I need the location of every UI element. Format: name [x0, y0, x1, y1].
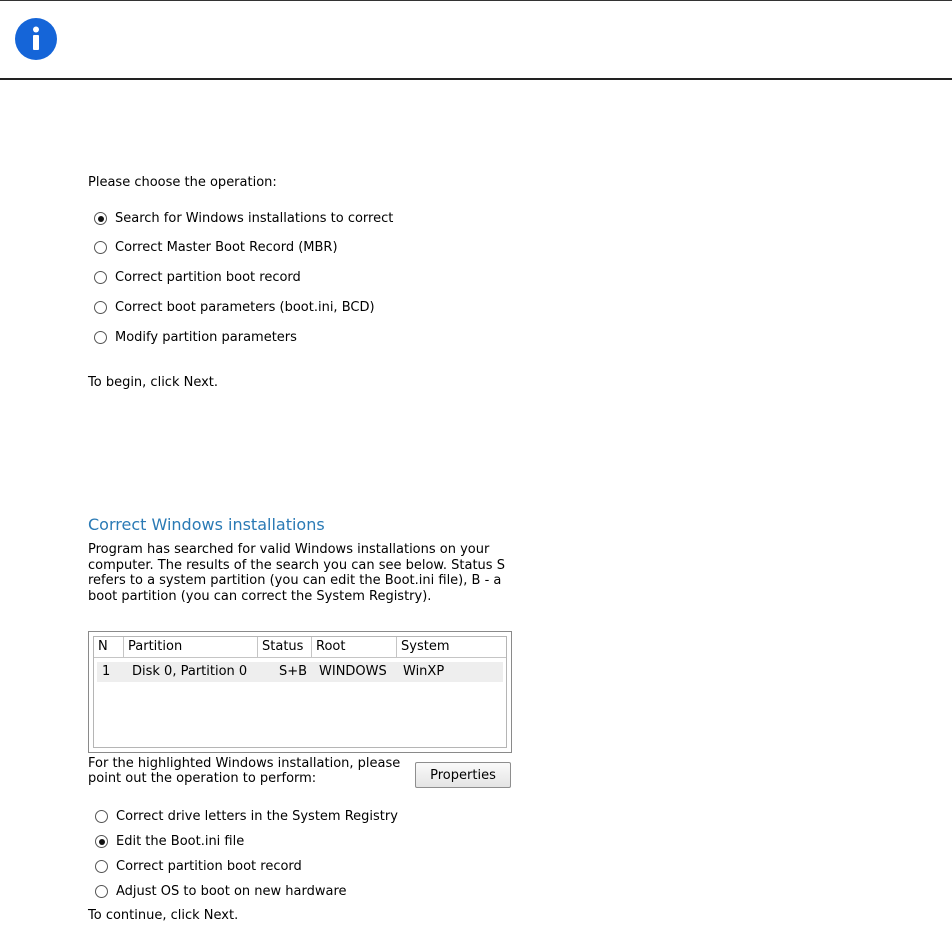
radio-indicator[interactable]: [94, 301, 107, 314]
column-header-system[interactable]: System: [401, 639, 450, 654]
begin-hint: To begin, click Next.: [88, 375, 219, 390]
installations-table: [88, 631, 512, 753]
radio-edit-boot-ini[interactable]: [95, 834, 244, 849]
header-divider: [0, 78, 952, 80]
section-title: Correct Windows installations: [88, 515, 325, 534]
column-header-n[interactable]: N: [94, 637, 124, 657]
table-row[interactable]: [97, 662, 503, 682]
operation-prompt: Please choose the operation:: [88, 175, 277, 190]
radio-indicator[interactable]: [94, 271, 107, 284]
radio-label: Correct drive letters in the System Registry: [116, 809, 398, 824]
radio-label: Correct partition boot record: [115, 270, 301, 285]
radio-indicator[interactable]: [95, 835, 108, 848]
radio-correct-drive-letters[interactable]: [95, 809, 398, 824]
radio-indicator[interactable]: [95, 810, 108, 823]
cell-system: WinXP: [403, 664, 445, 679]
column-header-status[interactable]: Status: [258, 637, 312, 657]
radio-indicator[interactable]: [94, 212, 107, 225]
cell-n: 1: [102, 664, 111, 679]
radio-indicator[interactable]: [94, 331, 107, 344]
radio-correct-boot-parameters[interactable]: [94, 300, 375, 315]
cell-partition: Disk 0, Partition 0: [132, 664, 248, 679]
radio-search-windows[interactable]: [94, 211, 393, 226]
column-header-partition[interactable]: Partition: [124, 637, 258, 657]
radio-modify-partition-parameters[interactable]: [94, 330, 297, 345]
radio-adjust-os-new-hardware[interactable]: [95, 884, 347, 899]
radio-label: Search for Windows installations to correct: [115, 211, 394, 226]
radio-label: Correct boot parameters (boot.ini, BCD): [115, 300, 375, 315]
radio-label: Correct Master Boot Record (MBR): [115, 240, 338, 255]
continue-hint: To continue, click Next.: [88, 908, 239, 923]
operation-hint: For the highlighted Windows installation, please point out the operation to perform:: [88, 756, 401, 786]
cell-status: S+B: [279, 664, 308, 679]
radio-label: Adjust OS to boot on new hardware: [116, 884, 347, 899]
radio-indicator[interactable]: [95, 860, 108, 873]
table-header: [94, 637, 506, 658]
radio-correct-partition-boot-record[interactable]: [94, 270, 301, 285]
radio-label: Correct partition boot record: [116, 859, 302, 874]
radio-correct-partition-boot-record-2[interactable]: [95, 859, 302, 874]
cell-root: WINDOWS: [319, 664, 387, 679]
radio-correct-mbr[interactable]: [94, 240, 338, 255]
table-body: [93, 636, 507, 748]
radio-indicator[interactable]: [94, 241, 107, 254]
info-icon: [15, 18, 57, 60]
radio-label: Edit the Boot.ini file: [116, 834, 245, 849]
radio-indicator[interactable]: [95, 885, 108, 898]
radio-label: Modify partition parameters: [115, 330, 297, 345]
column-header-root[interactable]: Root: [312, 637, 397, 657]
search-description: Program has searched for valid Windows installations on your computer. The results of the search you can see below. Status S refers to a system partition (you can edit the Boot.ini file), B - a boot partition (you can correct the System Registry).: [88, 542, 505, 604]
properties-button[interactable]: Properties: [415, 762, 511, 788]
top-divider: [0, 0, 952, 1]
